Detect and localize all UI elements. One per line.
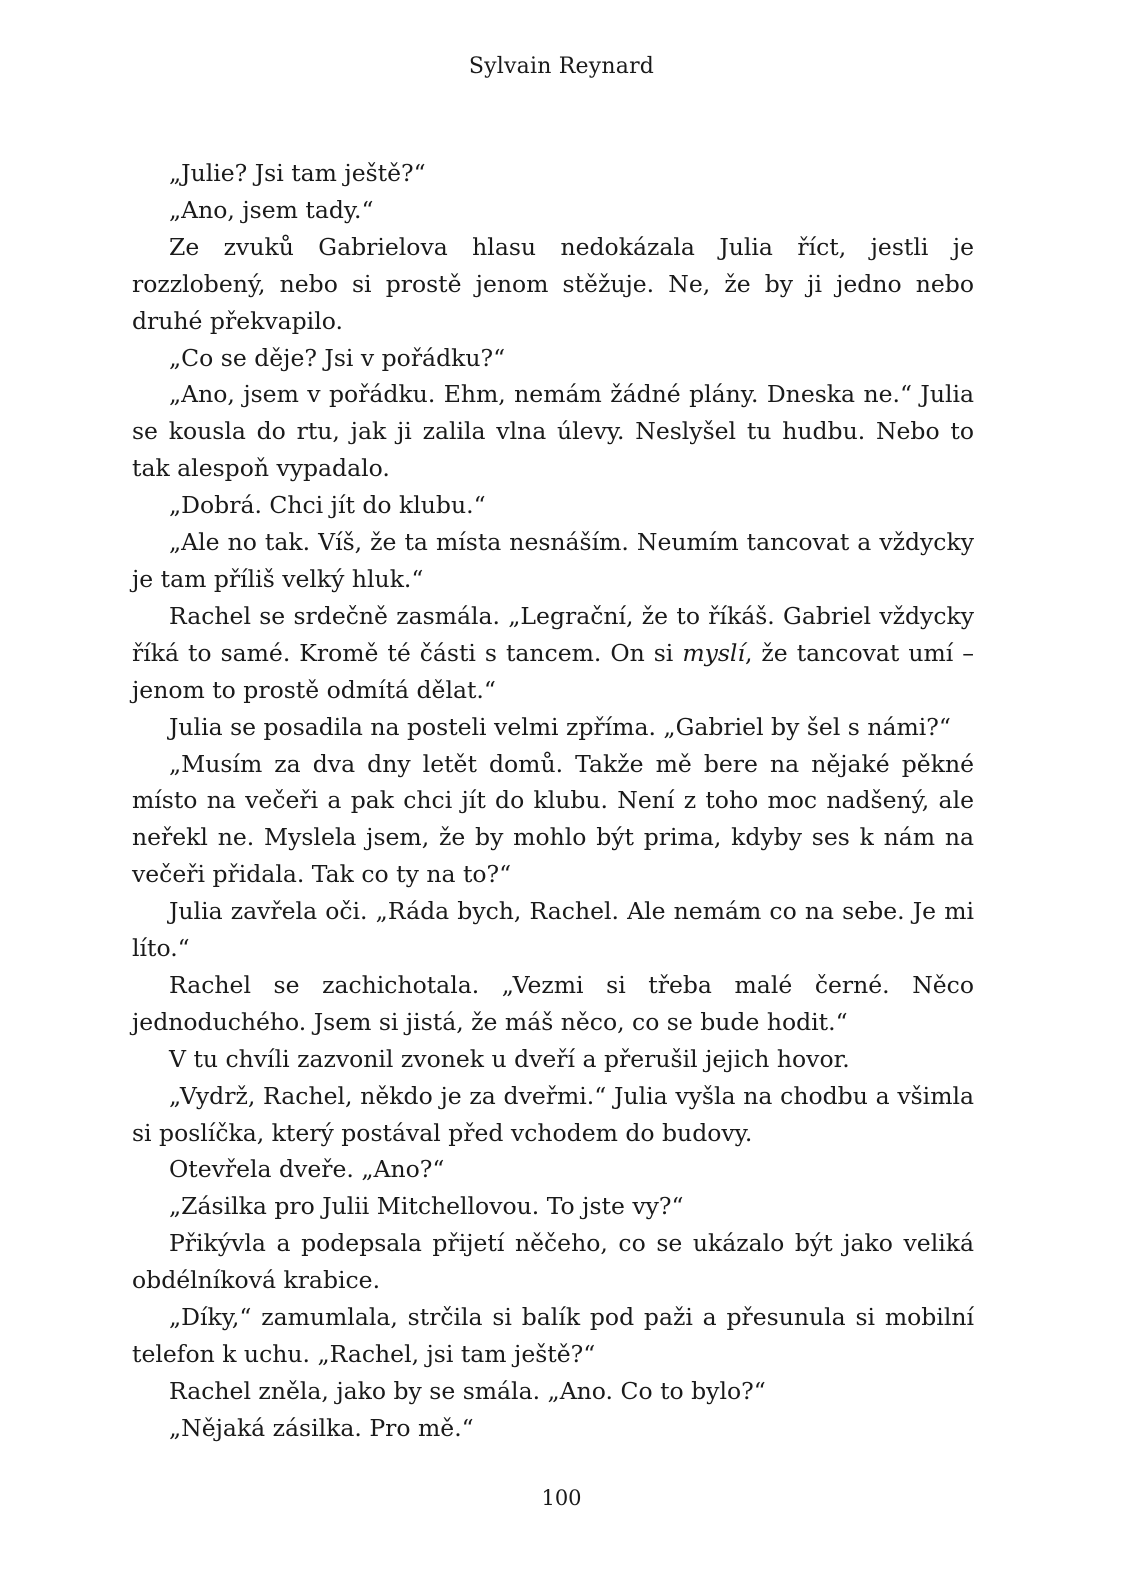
paragraph: „Julie? Jsi tam ještě?“	[169, 159, 426, 187]
paragraph: Rachel se zachichotala. „Vezmi si třeba malé černé. Něco jednoduchého. Jsem si jistá, že máš něco, co se bude hodit.“	[132, 970, 974, 1036]
paragraph: Rachel zněla, jako by se smála. „Ano. Co to bylo?“	[169, 1376, 766, 1405]
paragraph: Ze zvuků Gabrielova hlasu nedokázala Julia říct, jestli je rozzlobený, nebo si prostě jenom stěžuje. Ne, že by ji jedno nebo druhé překvapilo.	[132, 232, 974, 335]
page-number: 100	[541, 1486, 582, 1510]
paragraph: Otevřela dveře. „Ano?“	[169, 1155, 445, 1184]
paragraph: „Ale no tak. Víš, že ta místa nesnáším. Neumím tancovat a vždycky je tam příliš velký hluk.“	[132, 528, 974, 593]
running-header: Sylvain Reynard	[468, 54, 655, 79]
paragraph: Rachel se srdečně zasmála. „Legrační, že to říkáš. Gabriel vždycky říká to samé. Kromě té části s tancem. On si myslí, že tancovat umí – jenom to prostě odmítá dělat.“	[132, 601, 974, 704]
paragraph: „Ano, jsem tady.“	[169, 195, 374, 224]
paragraph: Přikývla a podepsala přijetí něčeho, co se ukázalo být jako veliká obdélníková krabice.	[132, 1229, 974, 1295]
paragraph: Julia zavřela oči. „Ráda bych, Rachel. Ale nemám co na sebe. Je mi líto.“	[132, 897, 974, 963]
paragraph: „Dobrá. Chci jít do klubu.“	[169, 491, 486, 520]
paragraph: „Vydrž, Rachel, někdo je za dveřmi.“ Julia vyšla na chodbu a všimla si poslíčka, který postával před vchodem do budovy.	[132, 1081, 974, 1147]
paragraph: „Nějaká zásilka. Pro mě.“	[169, 1413, 474, 1442]
body-text	[132, 155, 974, 1447]
paragraph: „Díky,“ zamumlala, strčila si balík pod paži a přesunula si mobilní telefon k uchu. „Rachel, jsi tam ještě?“	[132, 1303, 974, 1368]
emphasis: myslí	[682, 638, 745, 667]
paragraph: V tu chvíli zazvonil zvonek u dveří a přerušil jejich hovor.	[169, 1044, 850, 1073]
paragraph: „Co se děje? Jsi v pořádku?“	[169, 343, 506, 372]
paragraph: „Ano, jsem v pořádku. Ehm, nemám žádné plány. Dneska ne.“ Julia se kousla do rtu, jak ji zalila vlna úlevy. Neslyšel tu hudbu. Nebo to tak alespoň vypadalo.	[132, 380, 974, 483]
paragraph: „Zásilka pro Julii Mitchellovou. To jste vy?“	[169, 1192, 684, 1221]
paragraph: Julia se posadila na posteli velmi zpříma. „Gabriel by šel s námi?“	[169, 712, 951, 741]
paragraph: „Musím za dva dny letět domů. Takže mě bere na nějaké pěkné místo na večeři a pak chci jít do klubu. Není z toho moc nadšený, ale neřekl ne. Myslela jsem, že by mohlo být prima, kdyby ses k nám na večeři přidala. Tak co ty na to?“	[132, 749, 974, 889]
